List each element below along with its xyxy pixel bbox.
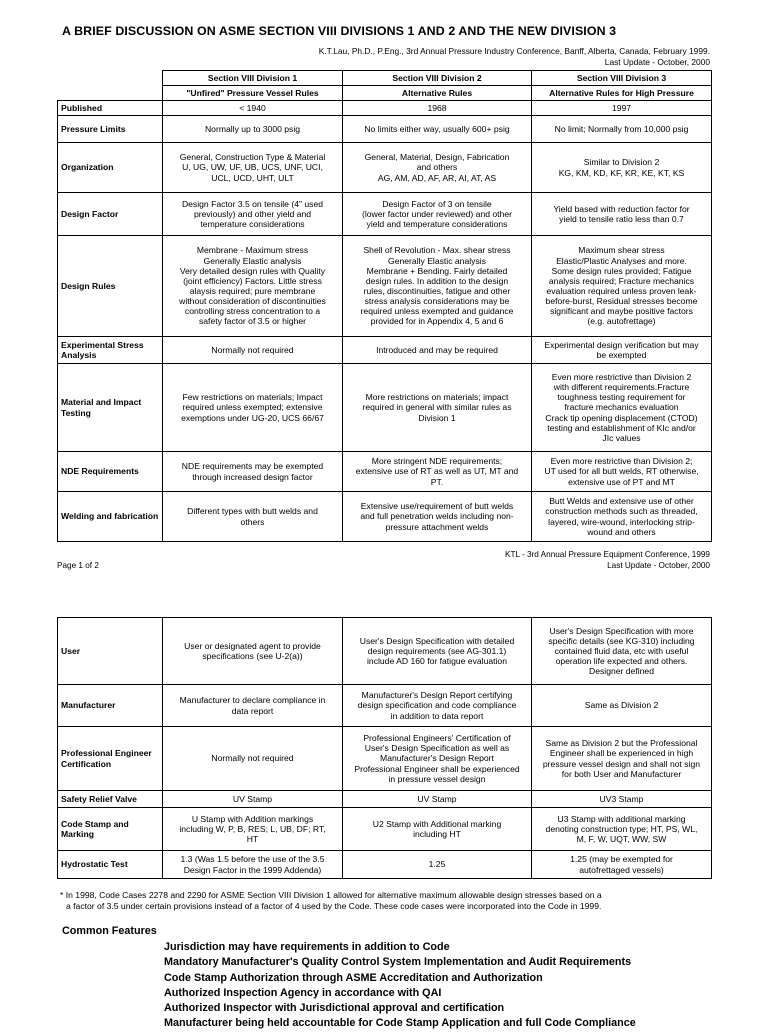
- table-row: [58, 618, 712, 685]
- table-cell: 1968: [343, 101, 532, 116]
- table-cell: User or designated agent to provide specifications (see U-2(a)): [163, 618, 343, 685]
- row-label-safety-relief-valve: Safety Relief Valve: [58, 791, 163, 808]
- table-cell: Even more restrictive than Division 2 with different requirements.Fracture toughness testing requirement for fracture mechanics evaluation Crack tip opening displacement (CTOD) testing and establishment of KIc and/or JIc values: [532, 364, 712, 452]
- list-item: Jurisdiction may have requirements in addition to Code: [164, 941, 450, 953]
- list-item: Manufacturer being held accountable for Code Stamp Application and full Code Compliance: [164, 1017, 636, 1030]
- table-cell: Even more restrictive than Division 2; UT used for all butt welds, RT otherwise, extensive use of PT and MT: [532, 452, 712, 492]
- table-cell: Yield based with reduction factor for yield to tensile ratio less than 0.7: [532, 193, 712, 236]
- last-update-header: Last Update - October, 2000: [604, 57, 710, 67]
- list-item: Code Stamp Authorization through ASME Accreditation and Authorization: [164, 971, 543, 984]
- table-row: [58, 851, 712, 879]
- table-cell: Similar to Division 2 KG, KM, KD, KF, KR, KE, KT, KS: [532, 143, 712, 193]
- row-label-pe-certification: Professional Engineer Certification: [58, 727, 163, 791]
- table-cell: U2 Stamp with Additional marking including HT: [343, 808, 532, 851]
- table-cell: 1.25 (may be exempted for autofrettaged vessels): [532, 851, 712, 879]
- table-cell: UV Stamp: [163, 791, 343, 808]
- table-cell: Professional Engineers' Certification of User's Design Specification as well as Manufacturer's Design Report Professional Engineer shall be experienced in pressure vessel design: [343, 727, 532, 791]
- table-cell: < 1940: [163, 101, 343, 116]
- table-row: [58, 791, 712, 808]
- row-label-hydrostatic-test: Hydrostatic Test: [58, 851, 163, 879]
- table-cell: User's Design Specification with more specific details (see KG-310) including contained fluid data, etc with useful operation life expected and others. Designer defined: [532, 618, 712, 685]
- table-row: [58, 685, 712, 727]
- list-item: Authorized Inspection Agency in accordance with QAI: [164, 986, 442, 999]
- corner-blank: [58, 71, 163, 101]
- table-cell: Introduced and may be required: [343, 337, 532, 364]
- table-cell: UV Stamp: [343, 791, 532, 808]
- col-div1-name: Section VIII Division 1: [163, 71, 343, 86]
- table-cell: Design Factor 3.5 on tensile (4" used previously) and other yield and temperature considerations: [163, 193, 343, 236]
- table-cell: Design Factor of 3 on tensile (lower factor under reviewed) and other yield and temperature considerations: [343, 193, 532, 236]
- table-cell: General, Material, Design, Fabrication and others AG, AM, AD, AF, AR, AI, AT, AS: [343, 143, 532, 193]
- col-div2-name: Section VIII Division 2: [343, 71, 532, 86]
- table-cell: Normally up to 3000 psig: [163, 116, 343, 143]
- footnote-line-2: a factor of 3.5 under certain provisions instead of a factor of 4 used by the Code. These code cases were incorporated into the Code in 1999.: [66, 901, 602, 912]
- col-div3-name: Section VIII Division 3: [532, 71, 712, 86]
- col-div3-subtitle: Alternative Rules for High Pressure: [532, 86, 712, 101]
- row-label-user: User: [58, 618, 163, 685]
- col-div2-subtitle: Alternative Rules: [343, 86, 532, 101]
- table-cell: Manufacturer to declare compliance in data report: [163, 685, 343, 727]
- table-cell: Membrane - Maximum stress Generally Elastic analysis Very detailed design rules with Quality (joint efficiency) Factors. Little stress alaysis required; pure membrane without consideration of discontinuities controlling stress concentration to a safety factor of 3.5 or higher: [163, 236, 343, 337]
- row-label-material-impact: Material and Impact Testing: [58, 364, 163, 452]
- common-features-heading: Common Features: [62, 925, 157, 937]
- list-item: Mandatory Manufacturer's Quality Control System Implementation and Audit Requirements: [164, 956, 632, 969]
- list-item: Authorized Inspector with Jurisdictional approval and certification: [164, 1002, 505, 1015]
- row-label-code-stamp: Code Stamp and Marking: [58, 808, 163, 851]
- column-name-row: [58, 71, 712, 86]
- footnote-line-1: * In 1998, Code Cases 2278 and 2290 for ASME Section VIII Division 1 allowed for alternative maximum allowable design stresses based on a: [60, 890, 602, 900]
- table-row: [58, 116, 712, 143]
- table-row: [58, 452, 712, 492]
- table-row: [58, 492, 712, 542]
- table-cell: Same as Division 2: [532, 685, 712, 727]
- table-cell: User's Design Specification with detailed design requirements (see AG-301.1) include AD 160 for fatigue evaluation: [343, 618, 532, 685]
- table-row: [58, 364, 712, 452]
- row-label-published: Published: [58, 101, 163, 116]
- document-title: A BRIEF DISCUSSION ON ASME SECTION VIII DIVISIONS 1 AND 2 AND THE NEW DIVISION 3: [62, 24, 617, 38]
- table-cell: 1.3 (Was 1.5 before the use of the 3.5 Design Factor in the 1999 Addenda): [163, 851, 343, 879]
- table-cell: U3 Stamp with additional marking denoting construction type; HT, PS, WL, M, F, W, UQT, WW, SW: [532, 808, 712, 851]
- author-line: K.T.Lau, Ph.D., P.Eng., 3rd Annual Pressure Industry Conference, Banff, Alberta, Canada, February 1999.: [318, 46, 710, 56]
- row-label-organization: Organization: [58, 143, 163, 193]
- comparison-table-page2: [57, 617, 712, 879]
- table-cell: Butt Welds and extensive use of other construction methods such as threaded, layered, wire-wound, interlocking strip- wound and others: [532, 492, 712, 542]
- table-cell: Normally not required: [163, 727, 343, 791]
- table-cell: Normally not required: [163, 337, 343, 364]
- table-cell: Extensive use/requirement of butt welds and full penetration welds including non- pressure attachment welds: [343, 492, 532, 542]
- row-label-manufacturer: Manufacturer: [58, 685, 163, 727]
- footer-conference: KTL - 3rd Annual Pressure Equipment Conference, 1999: [505, 550, 710, 559]
- table-row: [58, 193, 712, 236]
- footnote: [60, 890, 710, 912]
- table-cell: Maximum shear stress Elastic/Plastic Analyses and more. Some design rules provided; Fatigue analysis required; Fracture mechanics evaluation required unless proven leak- before-burst, Residual stresses become significant and maybe positive factors (e.g. autofrettage): [532, 236, 712, 337]
- table-cell: No limits either way, usually 600+ psig: [343, 116, 532, 143]
- table-cell: NDE requirements may be exempted through increased design factor: [163, 452, 343, 492]
- table-cell: More restrictions on materials; impact required in general with similar rules as Division 1: [343, 364, 532, 452]
- table-cell: More stringent NDE requirements; extensive use of RT as well as UT, MT and PT.: [343, 452, 532, 492]
- row-label-design-factor: Design Factor: [58, 193, 163, 236]
- common-features-list: [164, 940, 636, 1032]
- table-cell: Shell of Revolution - Max. shear stress Generally Elastic analysis Membrane + Bending. Fairly detailed design rules. In addition to the design rules, discontinuities, fatigue and other stress analysis considerations may be required unless exempted and guidance provided for in Appendix 4, 5 and 6: [343, 236, 532, 337]
- table-cell: U Stamp with Addition markings including W, P, B, RES; L, UB, DF; RT, HT: [163, 808, 343, 851]
- row-label-nde: NDE Requirements: [58, 452, 163, 492]
- col-div1-subtitle: "Unfired" Pressure Vessel Rules: [163, 86, 343, 101]
- table-cell: Manufacturer's Design Report certifying design specification and code compliance in addition to data report: [343, 685, 532, 727]
- row-label-experimental-stress: Experimental Stress Analysis: [58, 337, 163, 364]
- table-row: [58, 236, 712, 337]
- comparison-table-page1: [57, 70, 712, 542]
- row-label-welding: Welding and fabrication: [58, 492, 163, 542]
- table-cell: Different types with butt welds and others: [163, 492, 343, 542]
- table-cell: 1997: [532, 101, 712, 116]
- table-cell: UV3 Stamp: [532, 791, 712, 808]
- table-row: [58, 727, 712, 791]
- table-row: [58, 101, 712, 116]
- table-row: [58, 143, 712, 193]
- table-cell: No limit; Normally from 10,000 psig: [532, 116, 712, 143]
- footer-last-update: Last Update - October, 2000: [607, 561, 710, 570]
- page-number: Page 1 of 2: [57, 561, 99, 570]
- table-cell: General, Construction Type & Material U, UG, UW, UF, UB, UCS, UNF, UCI, UCL, UCD, UHT, ULT: [163, 143, 343, 193]
- table-row: [58, 808, 712, 851]
- table-row: [58, 337, 712, 364]
- row-label-pressure-limits: Pressure Limits: [58, 116, 163, 143]
- table-cell: Few restrictions on materials; Impact required unless exempted; extensive exemptions under UG-20, UCS 66/67: [163, 364, 343, 452]
- table-cell: 1.25: [343, 851, 532, 879]
- table-cell: Experimental design verification but may be exempted: [532, 337, 712, 364]
- table-cell: Same as Division 2 but the Professional Engineer shall be experienced in high pressure vessel design and shall not sign for both User and Manufacturer: [532, 727, 712, 791]
- row-label-design-rules: Design Rules: [58, 236, 163, 337]
